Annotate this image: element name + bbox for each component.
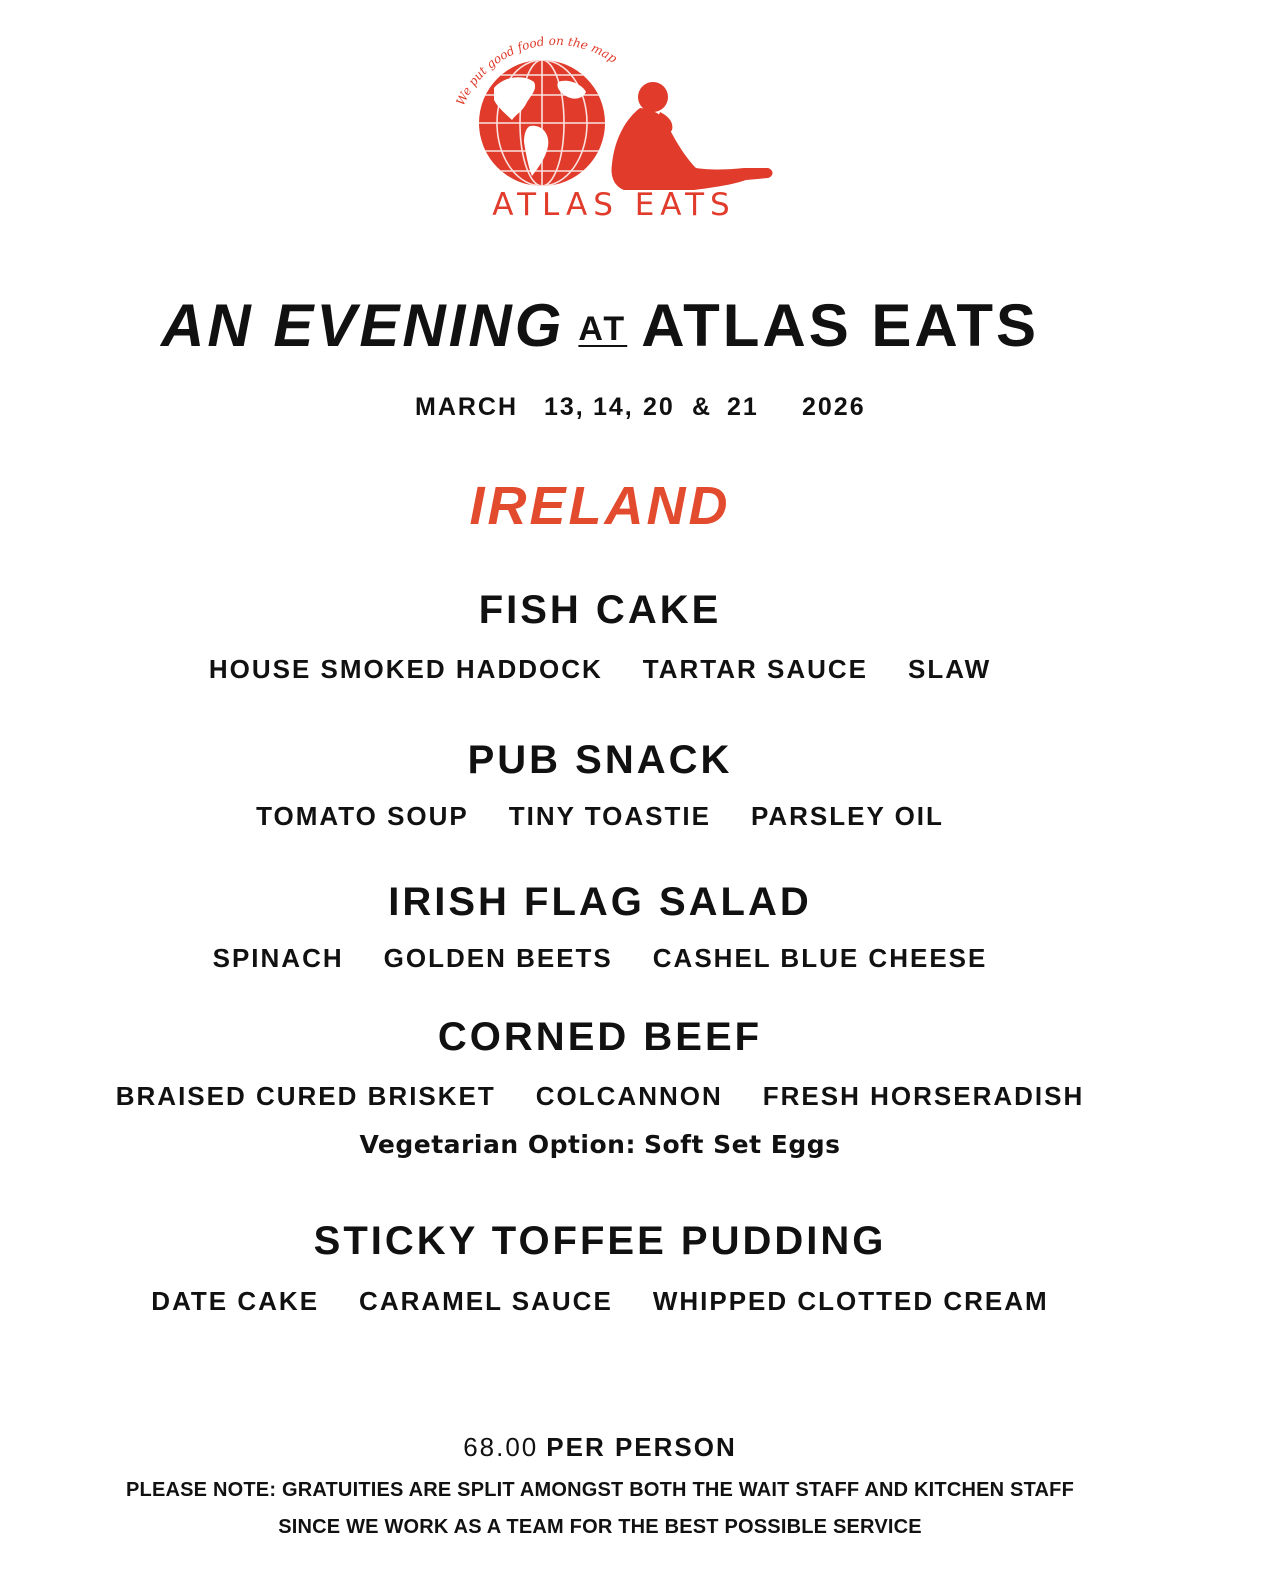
course-item: TOMATO SOUP [256, 801, 469, 831]
seated-figure-icon [612, 82, 773, 190]
course-item: PARSLEY OIL [750, 801, 944, 831]
course-item: BRAISED CURED BRISKET [115, 1081, 496, 1111]
title-part-evening: AN EVENING [161, 292, 565, 359]
event-dates [415, 393, 885, 429]
course-item: COLCANNON [535, 1081, 723, 1111]
course-title: STICKY TOFFEE PUDDING [313, 1219, 887, 1263]
vegetarian-dish: Soft Set Eggs [643, 1130, 841, 1159]
course-item: CASHEL BLUE CHEESE [652, 943, 988, 973]
course-item: HOUSE SMOKED HADDOCK [208, 654, 603, 684]
vegetarian-option [0, 1130, 1200, 1159]
page-title [0, 290, 1200, 365]
course-item: SLAW [908, 654, 992, 684]
course-items [0, 801, 1200, 832]
price [0, 1432, 1200, 1463]
vegetarian-label: Vegetarian Option: [359, 1130, 636, 1159]
course-title: IRISH FLAG SALAD [388, 880, 812, 924]
course-items [0, 943, 1200, 974]
course-item: GOLDEN BEETS [383, 943, 613, 973]
gratuity-note-line-1: PLEASE NOTE: GRATUITIES ARE SPLIT AMONGST BOTH THE WAIT STAFF AND KITCHEN STAFF [126, 1479, 1074, 1501]
price-unit: PER PERSON [546, 1432, 737, 1462]
course-item: SPINACH [212, 943, 344, 973]
title-part-at: AT [578, 310, 628, 348]
date-day: 14, [593, 393, 634, 421]
date-year: 2026 [802, 393, 866, 421]
date-month: MARCH [415, 393, 519, 421]
course-items [0, 1081, 1200, 1112]
country-theme: IRELAND [469, 476, 731, 536]
course-title: CORNED BEEF [437, 1015, 763, 1059]
course-item: WHIPPED CLOTTED CREAM [652, 1286, 1049, 1316]
gratuity-note-line-2: SINCE WE WORK AS A TEAM FOR THE BEST POSSIBLE SERVICE [278, 1516, 922, 1538]
date-day: 20 [643, 393, 675, 421]
date-day: 21 [727, 393, 759, 421]
price-amount: 68.00 [463, 1432, 539, 1462]
atlas-eats-logo [446, 30, 782, 226]
course-title: PUB SNACK [467, 738, 733, 782]
globe-icon [479, 60, 605, 186]
course-items [0, 1286, 1200, 1317]
course-items [0, 654, 1200, 685]
logo-wordmark: ATLAS EATS [492, 187, 736, 223]
course-item: TARTAR SAUCE [642, 654, 869, 684]
logo-tagline: We put good food on the map [453, 33, 620, 108]
course-item: CARAMEL SAUCE [359, 1286, 613, 1316]
course-item: TINY TOASTIE [508, 801, 711, 831]
course-title: FISH CAKE [478, 588, 722, 632]
title-part-venue: ATLAS EATS [641, 292, 1039, 359]
course-item: FRESH HORSERADISH [762, 1081, 1085, 1111]
date-ampersand: & [692, 393, 713, 421]
course-item: DATE CAKE [151, 1286, 320, 1316]
date-day: 13, [544, 393, 585, 421]
